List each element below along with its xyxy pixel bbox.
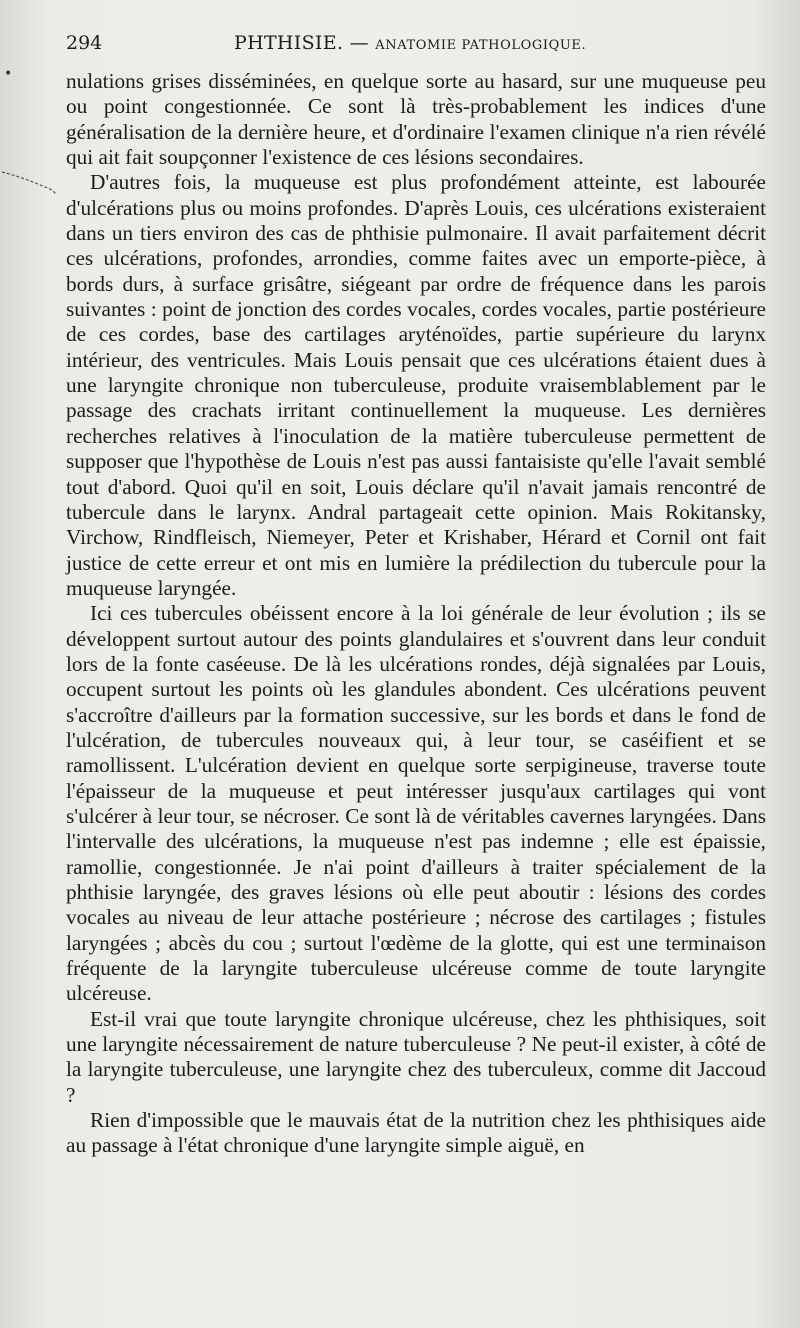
page-number: 294	[66, 32, 103, 54]
body-text	[66, 69, 766, 1159]
running-title	[234, 32, 586, 54]
title-separator: —	[349, 32, 369, 54]
paragraph: Est-il vrai que toute laryngite chronique ulcéreuse, chez les phthisiques, soit une laryngite nécessairement de nature tuberculeuse ? Ne peut-il exister, à côté de la laryngite tuberculeuse, une laryngite chez des tuberculeux, comme dit Jaccoud ?	[66, 1006, 766, 1107]
paragraph: Ici ces tubercules obéissent encore à la loi générale de leur évolution ; ils se développent surtout autour des points glandulaires et s'ouvrent dans leur conduit lors de la fonte caséeuse. De là les ulcérations rondes, déjà signalées par Louis, occupent surtout les points où les glandules abondent. Ces ulcérations peuvent s'accroître d'ailleurs par la formation successive, sur les bords et dans le fond de l'ulcération, de tubercules nouveaux qui, à leur tour, se caséifient et se ramollissent. L'ulcération devient en quelque sorte serpigineuse, traverse toute l'épaisseur de la muqueuse et peut intéresser jusqu'aux cartilages qui vont s'ulcérer à leur tour, se nécroser. Ce sont là de véritables cavernes laryngées. Dans l'intervalle des ulcérations, la muqueuse n'est pas indemne ; elle est épaissie, ramollie, congestionnée. Je n'ai point d'ailleurs à traiter spécialement de la phthisie laryngée, des graves lésions où elle peut aboutir : lésions des cordes vocales au niveau de leur attache postérieure ; nécrose des cartilages ; fistules laryngées ; abcès du cou ; surtout l'œdème de la glotte, qui est une terminaison fréquente de la laryngite tuberculeuse ulcéreuse comme de toute laryngite ulcéreuse.	[66, 601, 766, 1006]
paragraph: D'autres fois, la muqueuse est plus profondément atteinte, est labourée d'ulcérations plus ou moins profondes. D'après Louis, ces ulcérations existeraient dans un tiers environ des cas de phthisie pulmonaire. Il avait parfaitement décrit ces ulcérations, profondes, arrondies, comme faites avec un emporte-pièce, à bords durs, à surface grisâtre, siégeant par ordre de fréquence dans les parois suivantes : point de jonction des cordes vocales, cordes vocales, partie postérieure de ces cordes, base des cartilages aryténoïdes, partie supérieure du larynx intérieur, des ventricules. Mais Louis pensait que ces ulcérations étaient dues à une laryngite chronique non tuberculeuse, produite vraisemblablement par le passage des crachats irritant continuellement la muqueuse. Les dernières recherches relatives à l'inoculation de la matière tuberculeuse permettent de supposer que l'hypothèse de Louis n'est pas aussi fantaisiste qu'elle l'avait semblé tout d'abord. Quoi qu'il en soit, Louis déclare qu'il n'avait jamais rencontré de tubercule dans le larynx. Andral partageait cette opinion. Mais Rokitansky, Virchow, Rindfleisch, Niemeyer, Peter et Krishaber, Hérard et Cornil ont fait justice de cette erreur et ont mis en lumière la prédilection du tubercule pour la muqueuse laryngée.	[66, 170, 766, 600]
pencil-stroke	[0, 168, 62, 198]
running-header	[66, 32, 766, 62]
chapter-title: PHTHISIE.	[234, 32, 344, 54]
section-title: ANATOMIE PATHOLOGIQUE.	[375, 38, 587, 53]
paragraph: Rien d'impossible que le mauvais état de la nutrition chez les phthisiques aide au passage à l'état chronique d'une laryngite simple aiguë, en	[66, 1108, 766, 1158]
paragraph: nulations grises disséminées, en quelque sorte au hasard, sur une muqueuse peu ou point congestionnée. Ce sont là très-probablement les indices d'une généralisation de la dernière heure, et d'ordinaire l'examen clinique n'a rien révélé qui ait fait soupçonner l'existence de ces lésions secondaires.	[66, 69, 766, 170]
margin-mark: •	[4, 66, 13, 82]
